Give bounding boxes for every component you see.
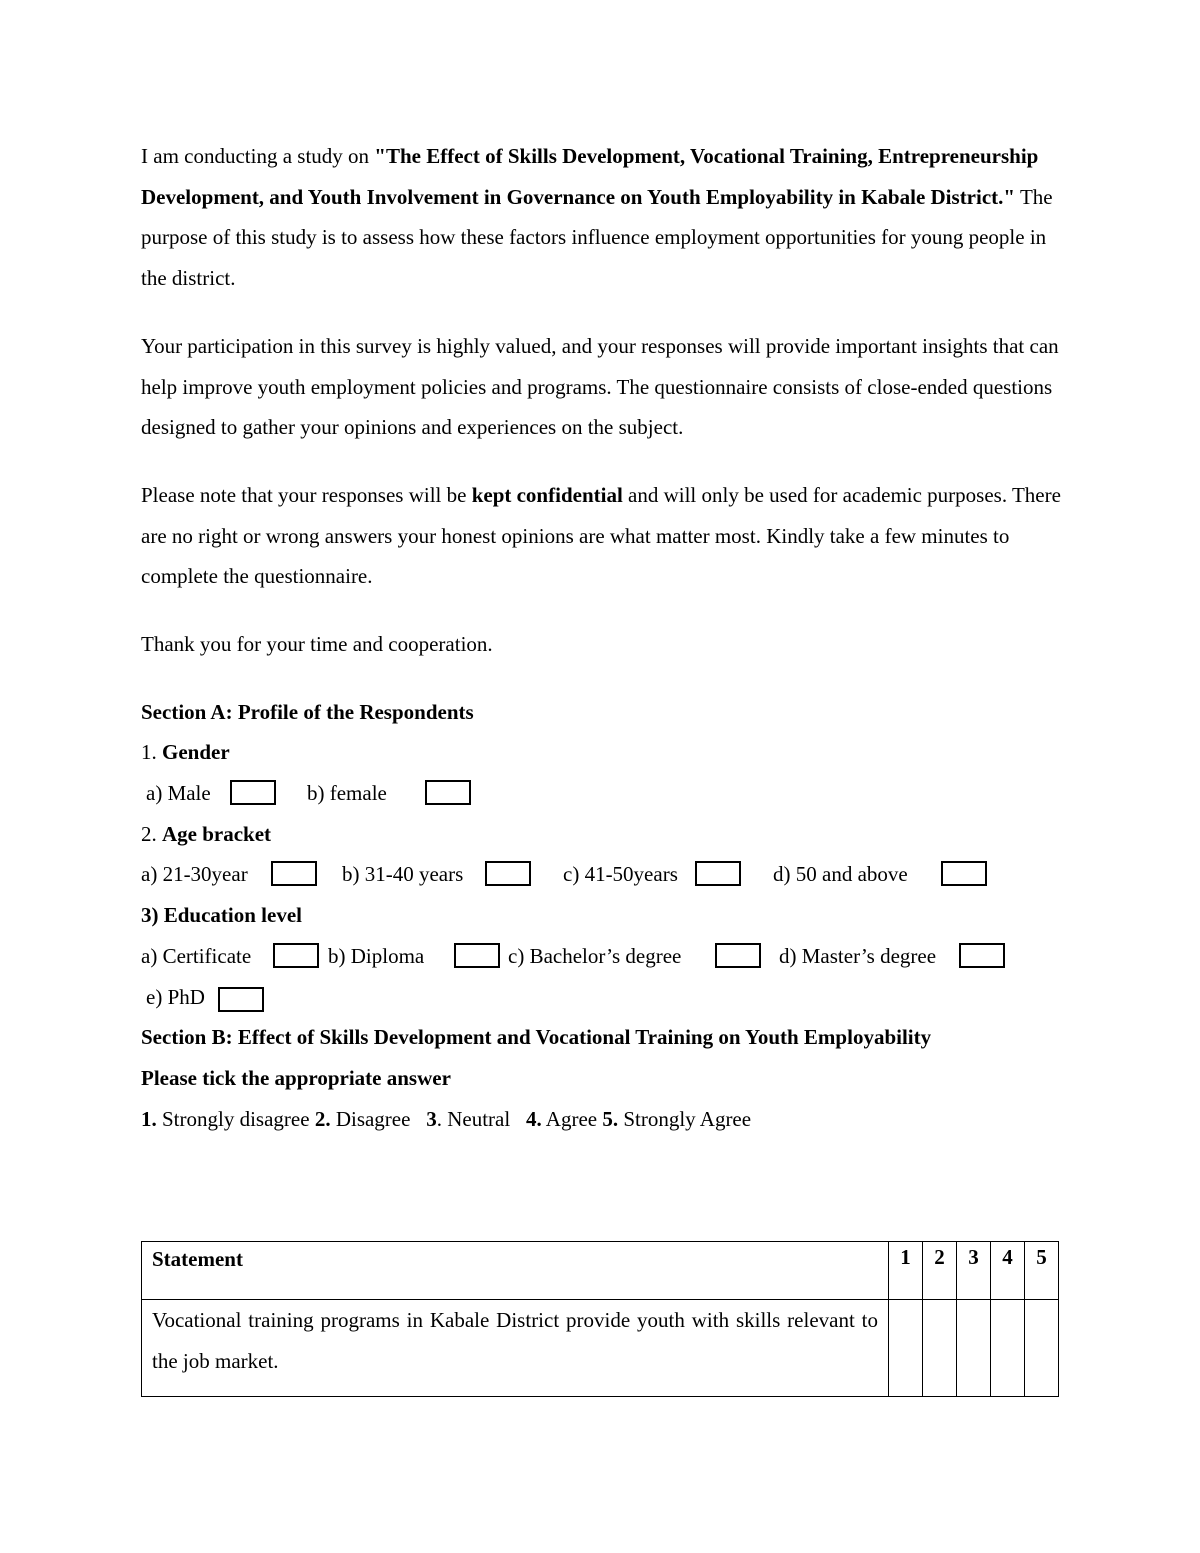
rating-cell-3[interactable]	[957, 1300, 991, 1397]
rating-cell-4[interactable]	[991, 1300, 1025, 1397]
checkbox-male[interactable]	[230, 780, 276, 805]
intro-paragraph-2: Your participation in this survey is highly valued, and your responses will provide important insights that can help improve youth employment policies and programs. The questionnaire consists of close-ended questions designed to gather your opinions and experiences on the subject.	[141, 333, 1059, 440]
age-options	[141, 854, 1061, 895]
instruction: Please tick the appropriate answer	[141, 1065, 451, 1090]
option-phd-label: e) PhD	[146, 984, 205, 1009]
document-page	[141, 136, 1061, 1373]
intro-paragraph-1: I am conducting a study on "The Effect of Skills Development, Vocational Training, Entrepreneurship Development, and Youth Involvement in Governance on Youth Employability in Kabale District." The purpose of this study is to assess how these factors influence employment opportunities for young people in the district.	[141, 144, 1053, 291]
checkbox-bachelors[interactable]	[715, 943, 761, 968]
checkbox-21-30[interactable]	[271, 861, 317, 886]
section-b-heading: Section B: Effect of Skills Development and Vocational Training on Youth Employability	[141, 1025, 932, 1050]
rating-header-5: 5	[1025, 1242, 1059, 1300]
option-masters-label: d) Master’s degree	[779, 943, 937, 968]
rating-scale-legend: 1. Strongly disagree 2. Disagree 3. Neutral 4. Agree 5. Strongly Agree	[141, 1106, 752, 1131]
checkbox-50-above[interactable]	[941, 861, 987, 886]
rating-header-1: 1	[889, 1242, 923, 1300]
confidential-emphasis: kept confidential	[471, 482, 623, 507]
intro-paragraph-3: Please note that your responses will be kept confidential and will only be used for academic purposes. There are no right or wrong answers your honest opinions are what matter most. Kindly take a few minutes to complete the questionnaire.	[141, 482, 1061, 589]
education-options	[141, 936, 1061, 977]
rating-cell-1[interactable]	[889, 1300, 923, 1397]
question-education: 3) Education level	[141, 903, 302, 928]
rating-header-4: 4	[991, 1242, 1025, 1300]
checkbox-diploma[interactable]	[454, 943, 500, 968]
study-title: "The Effect of Skills Development, Vocational Training, Entrepreneurship Development, and Youth Involvement in Governance on Youth Employability in Kabale District."	[141, 144, 1039, 209]
rating-header-2: 2	[923, 1242, 957, 1300]
section-a-heading: Section A: Profile of the Respondents	[141, 699, 474, 724]
gender-options	[141, 773, 1061, 814]
question-gender: 1. Gender	[141, 740, 230, 765]
table-header-row	[142, 1242, 1059, 1300]
option-bachelors-label: c) Bachelor’s degree	[508, 943, 682, 968]
option-50-above-label: d) 50 and above	[773, 862, 908, 887]
statement-header: Statement	[142, 1242, 889, 1300]
checkbox-certificate[interactable]	[273, 943, 319, 968]
rating-header-3: 3	[957, 1242, 991, 1300]
statement-cell: Vocational training programs in Kabale District provide youth with skills relevant to the job market.	[142, 1300, 889, 1397]
option-diploma-label: b) Diploma	[328, 943, 425, 968]
option-female-label: b) female	[307, 781, 387, 806]
education-options-row-2	[141, 977, 1061, 1018]
checkbox-masters[interactable]	[959, 943, 1005, 968]
rating-table	[141, 1241, 1059, 1397]
rating-cell-2[interactable]	[923, 1300, 957, 1397]
option-male-label: a) Male	[146, 781, 211, 806]
checkbox-41-50[interactable]	[695, 861, 741, 886]
table-row	[142, 1300, 1059, 1397]
option-21-30-label: a) 21-30year	[141, 862, 248, 887]
checkbox-female[interactable]	[425, 780, 471, 805]
option-31-40-label: b) 31-40 years	[342, 862, 464, 887]
checkbox-phd[interactable]	[218, 987, 264, 1012]
rating-cell-5[interactable]	[1025, 1300, 1059, 1397]
option-41-50-label: c) 41-50years	[563, 862, 678, 887]
option-certificate-label: a) Certificate	[141, 943, 252, 968]
intro-paragraph-4: Thank you for your time and cooperation.	[141, 632, 493, 657]
question-age: 2. Age bracket	[141, 821, 272, 846]
checkbox-31-40[interactable]	[485, 861, 531, 886]
